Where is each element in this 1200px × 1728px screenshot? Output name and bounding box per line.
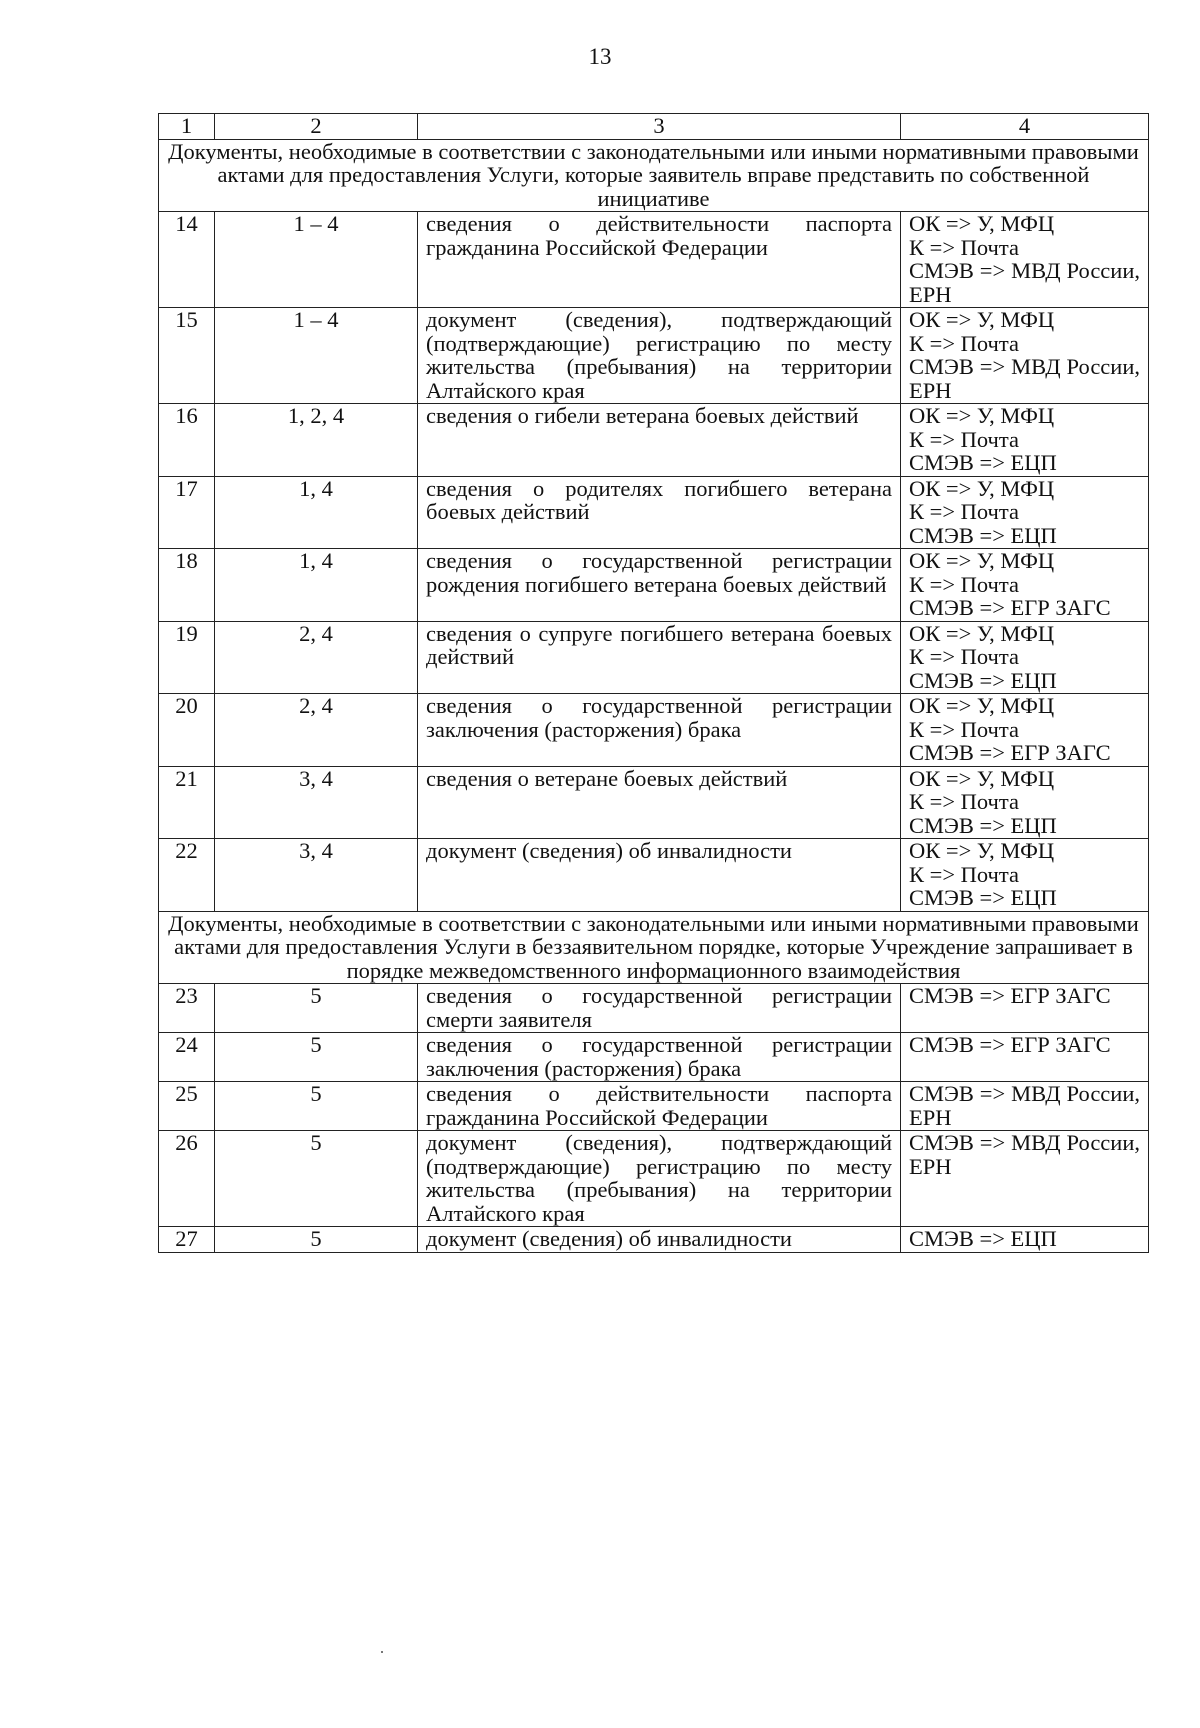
applicability-cell: 5 [215,1033,418,1082]
applicability-cell: 3, 4 [215,839,418,912]
sources-cell [901,1227,1149,1253]
sources-cell [901,839,1149,912]
applicability-cell: 1, 4 [215,549,418,622]
sources-cell [901,212,1149,308]
section-heading-row [159,139,1149,212]
table-header-row [159,114,1149,140]
source-line: ОК => У, МФЦ [909,765,1055,791]
column-header: 1 [159,114,215,140]
applicability-cell: 5 [215,984,418,1033]
table-row [159,1082,1149,1131]
applicability-cell: 5 [215,1131,418,1227]
source-line: ОК => У, МФЦ [909,548,1055,573]
source-line: СМЭВ => МВД России, ЕРН [909,354,1140,403]
column-header: 3 [418,114,901,140]
row-number: 15 [159,308,215,404]
row-number: 14 [159,212,215,308]
document-cell: сведения о ветеране боевых действий [418,766,901,839]
table-row [159,549,1149,622]
source-line: ОК => У, МФЦ [909,838,1055,863]
applicability-cell: 3, 4 [215,766,418,839]
sources-cell [901,1082,1149,1131]
document-cell: сведения о супруге погибшего ветерана боевых действий [418,621,901,694]
applicability-cell: 2, 4 [215,694,418,767]
document-cell: сведения о государственной регистрации заключения (расторжения) брака [418,1033,901,1082]
sources-cell [901,984,1149,1033]
source-line: СМЭВ => МВД России, ЕРН [909,1081,1140,1130]
row-number: 26 [159,1131,215,1227]
table-row [159,621,1149,694]
table-row [159,984,1149,1033]
source-line: СМЭВ => МВД России, ЕРН [909,1130,1140,1179]
sources-cell [901,621,1149,694]
source-line: ОК => У, МФЦ [909,307,1055,332]
row-number: 27 [159,1227,215,1253]
document-cell: документ (сведения), подтверждающий (подтверждающие) регистрацию по месту жительства (пребывания) на территории Алтайского края [418,1131,901,1227]
source-line: К => Почта [909,571,1019,597]
sources-cell [901,1131,1149,1227]
document-cell: документ (сведения) об инвалидности [418,1227,901,1253]
applicability-cell: 1, 2, 4 [215,404,418,477]
column-header: 4 [901,114,1149,140]
source-line: К => Почта [909,716,1019,742]
table-row [159,404,1149,477]
table-row [159,1131,1149,1227]
source-line: К => Почта [909,499,1019,524]
row-number: 17 [159,476,215,549]
row-number: 22 [159,839,215,912]
table-row [159,476,1149,549]
table-row [159,766,1149,839]
sources-cell [901,766,1149,839]
sources-cell [901,694,1149,767]
row-number: 21 [159,766,215,839]
applicability-cell: 1, 4 [215,476,418,549]
document-cell: сведения о государственной регистрации смерти заявителя [418,984,901,1033]
applicability-cell: 1 – 4 [215,308,418,404]
column-header: 2 [215,114,418,140]
source-line: СМЭВ => ЕГР ЗАГС [909,983,1111,1008]
applicability-cell: 5 [215,1082,418,1131]
source-line: К => Почта [909,426,1019,452]
section-heading: Документы, необходимые в соответствии с законодательными или иными нормативными правовыми актами для предоставления Услуги в беззаявительном порядке, которые Учреждение запрашивает в порядке межведомственного информационного взаимодействия [159,911,1149,984]
document-cell: сведения о государственной регистрации рождения погибшего ветерана боевых действий [418,549,901,622]
table-row [159,212,1149,308]
source-line: ОК => У, МФЦ [909,403,1055,428]
applicability-cell: 1 – 4 [215,212,418,308]
document-cell: сведения о гибели ветерана боевых действий [418,404,901,477]
source-line: ОК => У, МФЦ [909,475,1055,501]
source-line: СМЭВ => ЕГР ЗАГС [909,1032,1111,1057]
section-heading: Документы, необходимые в соответствии с законодательными или иными нормативными правовыми актами для предоставления Услуги, которые заявитель вправе представить по собственной инициативе [159,139,1149,212]
scan-artifact [381,1651,383,1653]
source-line: ОК => У, МФЦ [909,211,1055,236]
source-line: К => Почта [909,789,1019,814]
table-row [159,308,1149,404]
source-line: СМЭВ => ЕЦП [909,885,1057,910]
source-line: ОК => У, МФЦ [909,693,1055,718]
sources-cell [901,404,1149,477]
source-line: К => Почта [909,861,1019,887]
row-number: 20 [159,694,215,767]
source-line: СМЭВ => ЕЦП [909,667,1057,693]
source-line: СМЭВ => ЕЦП [909,450,1057,475]
document-cell: сведения о действительности паспорта гражданина Российской Федерации [418,1082,901,1131]
source-line: ОК => У, МФЦ [909,620,1055,646]
page-number: 13 [588,44,612,69]
row-number: 24 [159,1033,215,1082]
source-line: СМЭВ => ЕЦП [909,812,1057,838]
document-cell: сведения о государственной регистрации заключения (расторжения) брака [418,694,901,767]
row-number: 23 [159,984,215,1033]
sources-cell [901,476,1149,549]
section-heading-row [159,911,1149,984]
source-line: К => Почта [909,330,1019,356]
table-row [159,839,1149,912]
applicability-cell: 2, 4 [215,621,418,694]
source-line: К => Почта [909,234,1019,260]
source-line: СМЭВ => ЕГР ЗАГС [909,740,1111,765]
sources-cell [901,1033,1149,1082]
source-line: СМЭВ => МВД России, ЕРН [909,258,1140,307]
sources-cell [901,549,1149,622]
row-number: 16 [159,404,215,477]
sources-cell [901,308,1149,404]
documents-table [158,113,1149,1253]
table-row [159,1033,1149,1082]
source-line: СМЭВ => ЕЦП [909,522,1057,548]
table-row [159,1227,1149,1253]
source-line: СМЭВ => ЕЦП [909,1226,1057,1251]
table-row [159,694,1149,767]
document-cell: сведения о родителях погибшего ветерана боевых действий [418,476,901,549]
row-number: 19 [159,621,215,694]
source-line: К => Почта [909,644,1019,669]
source-line: СМЭВ => ЕГР ЗАГС [909,595,1111,620]
row-number: 18 [159,549,215,622]
applicability-cell: 5 [215,1227,418,1253]
row-number: 25 [159,1082,215,1131]
document-cell: документ (сведения) об инвалидности [418,839,901,912]
document-cell: документ (сведения), подтверждающий (подтверждающие) регистрацию по месту жительства (пребывания) на территории Алтайского края [418,308,901,404]
document-cell: сведения о действительности паспорта гражданина Российской Федерации [418,212,901,308]
